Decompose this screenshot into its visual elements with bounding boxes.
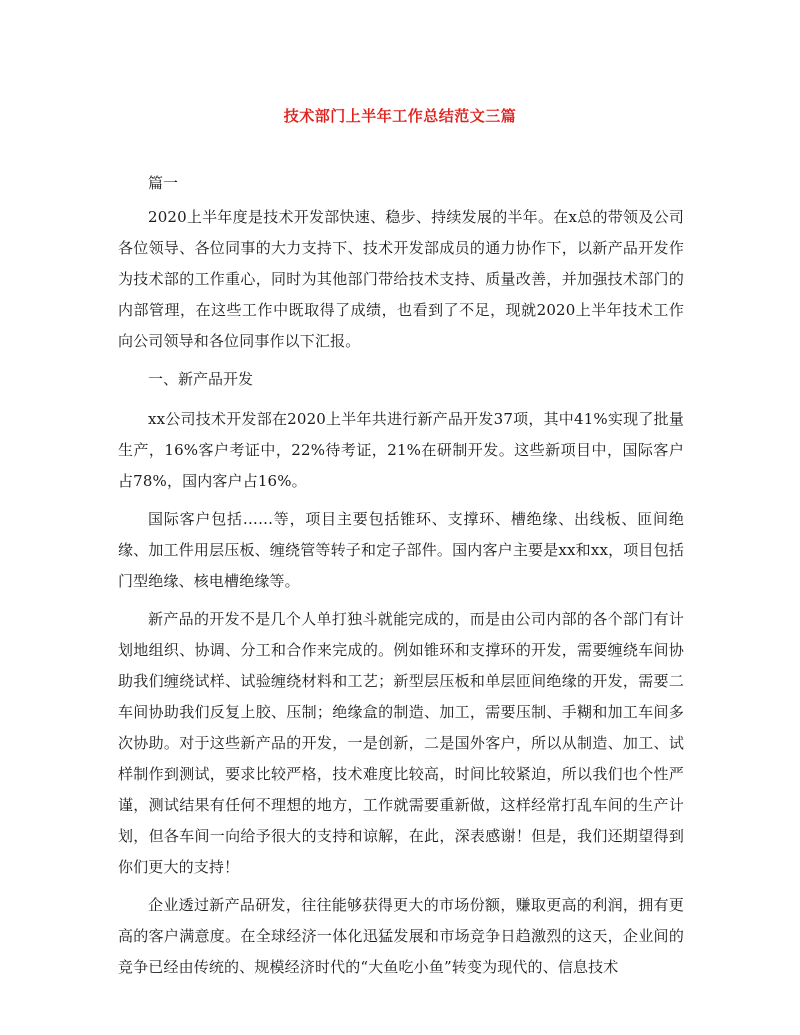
document-body <box>118 168 684 990</box>
paragraph-market: 企业透过新产品研发，往往能够获得更大的市场份额，赚取更高的利润，拥有更高的客户满意度。在全球经济一体化迅猛发展和市场竞争日趋激烈的这天，企业间的竞争已经由传统的、规模经济时代的“大鱼吃小鱼”转变为现代的、信息技术 <box>118 896 684 976</box>
paragraph-intro: 2020上半年度是技术开发部快速、稳步、持续发展的半年。在x总的带领及公司各位领导、各位同事的大力支持下、技术开发部成员的通力协作下，以新产品开发作为技术部的工作重心，同时为其他部门带给技术支持、质量改善，并加强技术部门的内部管理，在这些工作中既取得了成绩，也看到了不足，现就2020上半年技术工作向公司领导和各位同事作以下汇报。 <box>118 208 684 350</box>
subheading-new-product-development: 一、新产品开发 <box>148 370 254 388</box>
paragraph-collaboration: 新产品的开发不是几个人单打独斗就能完成的，而是由公司内部的各个部门有计划地组织、协调、分工和合作来完成的。例如锥环和支撑环的开发，需要缠绕车间协助我们缠绕试样、试验缠绕材料和工艺；新型层压板和单层匝间绝缘的开发，需要二车间协助我们反复上胶、压制；绝缘盒的制造、加工，需要压制、手糊和加工车间多次协助。对于这些新产品的开发，一是创新，二是国外客户，所以从制造、加工、试样制作到测试，要求比较严格，技术难度比较高，时间比较紧迫，所以我们也个性严谨，测试结果有任何不理想的地方，工作就需要重新做，这样经常打乱车间的生产计划，但各车间一向给予很大的支持和谅解，在此，深表感谢！但是，我们还期望得到你们更大的支持！ <box>118 610 684 876</box>
document-title: 技术部门上半年工作总结范文三篇 <box>283 107 517 125</box>
section-label: 篇一 <box>148 174 179 192</box>
paragraph-clients: 国际客户包括……等，项目主要包括锥环、支撑环、槽绝缘、出线板、匝间绝缘、加工件用层压板、缠绕管等转子和定子部件。国内客户主要是xx和xx，项目包括门型绝缘、核电槽绝缘等。 <box>118 510 684 590</box>
paragraph-project-stats: xx公司技术开发部在2020上半年共进行新产品开发37项，其中41%实现了批量生产，16%客户考证中，22%待考证，21%在研制开发。这些新项目中，国际客户占78%，国内客户占16%。 <box>118 410 684 490</box>
